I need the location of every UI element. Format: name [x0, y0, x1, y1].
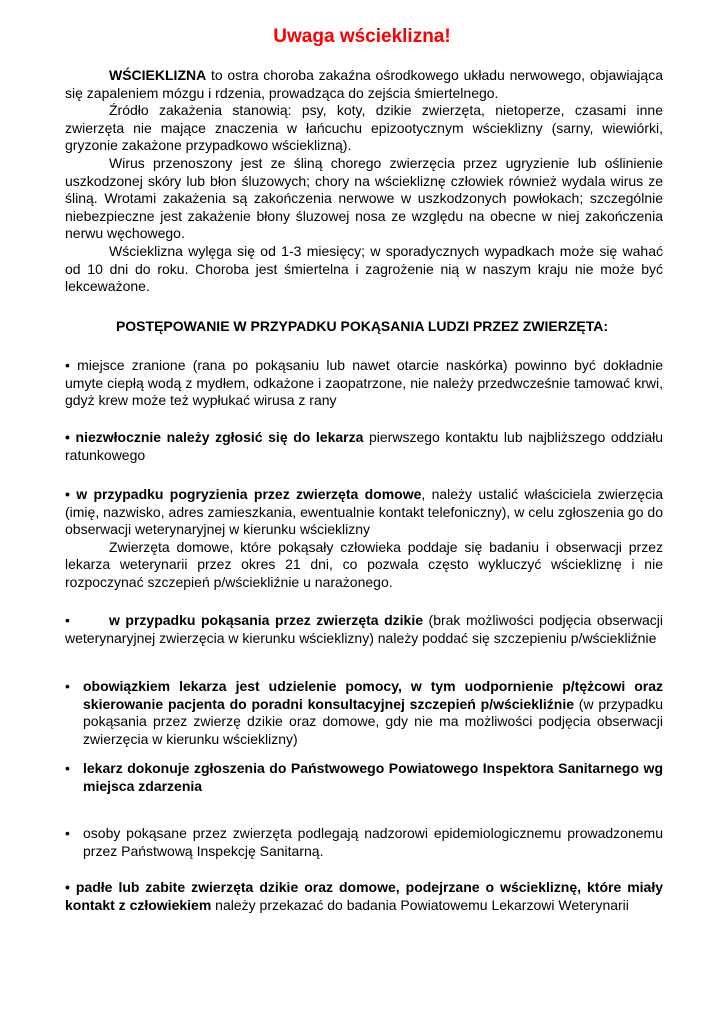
item-bold-text: w przypadku pokąsania przez zwierzęta dzikie: [109, 612, 423, 628]
item-bold-text: obowiązkiem lekarza jest udzielenie pomocy, w tym uodpornienie p/tężcowi oraz skierowanie pacjenta do poradni konsultacyjnej szczepień p/wściekliźnie: [83, 678, 663, 712]
item-see-doctor: [65, 429, 663, 464]
bullet-icon: •: [65, 879, 70, 895]
item-bold-text: lekarz dokonuje zgłoszenia do Państwowego Powiatowego Inspektora Sanitarnego wg miejsca zdarzenia: [83, 760, 663, 794]
item-domestic-animals: [65, 486, 663, 592]
item-text: , należy ustalić właściciela zwierzęcia (imię, nazwisko, adres zamieszkania, ewentualnie kontakt telefoniczny), w celu zgłoszenia go do obserwacji weterynaryjnej w kierunku wścieklizny: [65, 486, 663, 538]
item-doctor-report: [65, 760, 663, 795]
page-title: Uwaga wścieklizna!: [273, 26, 451, 47]
intro-paragraph-transmission: Wirus przenoszony jest ze śliną chorego zwierzęcia przez ugryzienie lub oślinienie uszkodzonej skóry lub błon śluzowych; chory na wściekliznę człowiek również wydala wirus ze śliną. Wrotami zakażenia są zakończenia nerwowe w uszkodzonych powłokach; szczególnie niebezpieczne jest zakażenie błony śluzowej nosa ze względu na obecne w niej zakończenia nerwu węchowego.: [65, 154, 663, 242]
bullet-icon: •: [65, 678, 70, 694]
bullet-icon: •: [65, 612, 70, 628]
item-wild-animals: [65, 612, 663, 647]
item-wound-care: [65, 357, 663, 410]
bullet-icon: •: [65, 825, 70, 841]
item-text: (w przypadku pokąsania przez zwierzę dzikie oraz domowe, gdy nie ma możliwości podjęcia obserwacji zwierzęcia w kierunku wścieklizny): [83, 695, 663, 747]
item-domestic-observation-paragraph: Zwierzęta domowe, które pokąsały człowieka poddaje się badaniu i obserwacji przez lekarza weterynarii przez okres 21 dni, co pozwala często wykluczyć wściekliznę i nie rozpoczynać szczepień p/wściekliźnie u narażonego.: [65, 538, 663, 590]
item-text: pierwszego kontaktu lub najbliższego oddziału ratunkowego: [65, 429, 664, 463]
term-bold: WŚCIEKLIZNA: [109, 67, 207, 83]
item-dead-animals: [65, 879, 663, 914]
item-bold-text: niezwłocznie należy zgłosić się do lekarza: [75, 429, 364, 445]
item-supervision: [65, 825, 663, 860]
bullet-icon: •: [65, 760, 70, 776]
intro-paragraph-sources: Źródło zakażenia stanowią: psy, koty, dzikie zwierzęta, nietoperze, czasami inne zwierzęta nie mające znaczenia w łańcuchu epizootycznym wścieklizny (sarny, wiewiórki, gryzonie zakażone przypadkowo wścieklizną).: [65, 102, 663, 154]
item-bold-text: padłe lub zabite zwierzęta dzikie oraz domowe, podejrzane o wściekliznę, które miały kontakt z człowiekiem: [65, 879, 664, 913]
intro-paragraph-definition: [65, 67, 663, 102]
item-bold-text: w przypadku pogryzienia przez zwierzęta domowe: [76, 486, 422, 502]
item-text: (brak możliwości podjęcia obserwacji weterynaryjnej zwierzęcia w kierunku wścieklizny) należy poddać się szczepieniu p/wściekliźnie: [65, 612, 664, 646]
bullet-icon: •: [65, 486, 70, 502]
item-text: należy przekazać do badania Powiatowemu Lekarzowi Weterynarii: [211, 896, 629, 913]
item-text: osoby pokąsane przez zwierzęta podlegają nadzorowi epidemiologicznemu prowadzonemu przez Państwową Inspekcję Sanitarną.: [83, 825, 663, 859]
bullet-icon: •: [65, 429, 70, 445]
item-doctor-duty: [65, 678, 663, 748]
bullet-icon: •: [65, 357, 70, 373]
intro-section: [65, 67, 663, 296]
intro-paragraph-incubation: Wścieklizna wylęga się od 1-3 miesięcy; w sporadycznych wypadkach może się wahać od 10 dni do roku. Choroba jest śmiertelna i zagrożenie nią w naszym kraju nie może być lekceważone.: [65, 242, 663, 295]
section-heading: POSTĘPOWANIE W PRZYPADKU POKĄSANIA LUDZI PRZEZ ZWIERZĘTA:: [115, 318, 609, 334]
item-text: miejsce zranione (rana po pokąsaniu lub nawet otarcie naskórka) powinno być dokładnie umyte ciepłą wodą z mydłem, odkażone i zaopatrzone, nie należy przedwcześnie tamować krwi, gdyż krew może też wypłukać wirusa z rany: [65, 357, 664, 409]
definition-text: to ostra choroba zakaźna ośrodkowego układu nerwowego, objawiająca się zapaleniem mózgu i rdzenia, prowadząca do zejścia śmiertelnego.: [65, 67, 663, 101]
